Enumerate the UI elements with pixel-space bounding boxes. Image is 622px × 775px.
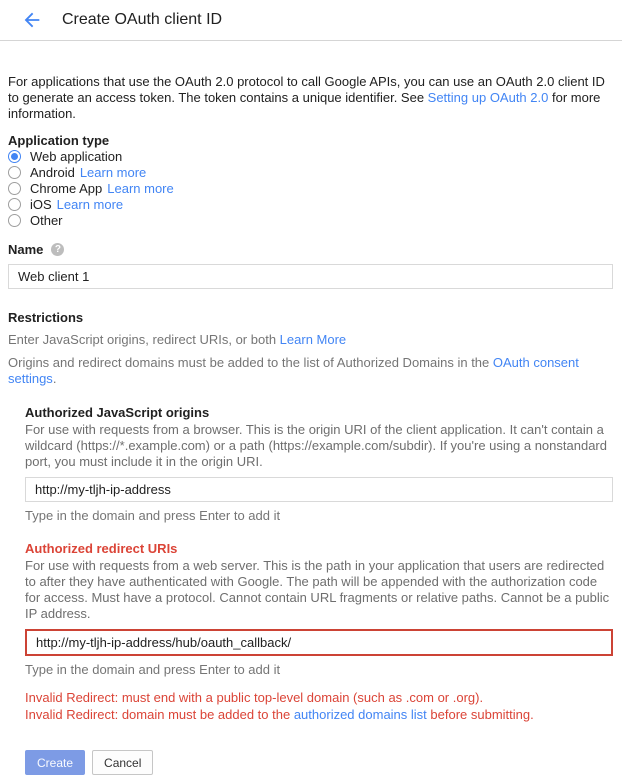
authorized-redirect-uris-section [25,541,614,677]
error2-after: before submitting. [426,707,534,722]
setting-up-oauth-link[interactable]: Setting up OAuth 2.0 [427,90,549,105]
ios-learn-more-link[interactable]: Learn more [56,196,124,212]
authorized-redirect-uris-description: For use with requests from a web server. This is the path in your application that users are redirected to after they have authenticated with Google. The path will be appended with the authorization code for access. Must have a protocol. Cannot contain URL fragments or relative paths. Cannot be a public IP address. [25,558,610,621]
android-learn-more-link[interactable]: Learn more [79,164,147,180]
authorized-redirect-uris-title: Authorized redirect URIs [25,541,178,556]
intro-text-after: for more information. [8,90,601,121]
help-icon[interactable]: ? [51,243,64,256]
restrictions-line2 [8,355,614,387]
error2-text: Invalid Redirect: domain must be added to the [25,707,294,722]
name-label: Name [8,242,44,257]
form-actions [25,750,614,775]
radio-unselected-icon[interactable] [8,214,21,227]
error1-text: Invalid Redirect: must end with a public top-level domain (such as .com or .org). [25,690,484,705]
authorized-js-origins-description: For use with requests from a browser. This is the origin URI of the client application. It can't contain a wildcard (https://*.example.com) or a path (https://example.com/subdir). If you're using a nonstandard port, you must include it in the origin URI. [25,422,607,469]
restrictions-line2-text: Origins and redirect domains must be added to the list of Authorized Domains in the [8,355,493,370]
back-arrow-icon[interactable] [20,8,44,32]
authorized-js-origins-title: Authorized JavaScript origins [25,405,210,420]
radio-ios[interactable] [8,196,614,212]
radio-selected-icon[interactable] [8,150,21,163]
oauth-consent-settings-link[interactable]: OAuth consent settings [8,355,579,386]
radio-label-web-application: Web application [30,148,123,164]
error-invalid-redirect-tld [25,689,614,706]
restrictions-title: Restrictions [8,310,84,325]
restrictions-line2-after: . [52,371,57,386]
intro-paragraph [8,74,614,122]
restrictions-line1 [8,332,614,348]
redirect-helper-text: Type in the domain and press Enter to add it [25,662,281,677]
form-content [0,74,622,775]
application-type-label: Application type [8,133,110,148]
name-input[interactable] [8,264,613,289]
restrictions-line1-text: Enter JavaScript origins, redirect URIs, or both [8,332,280,347]
radio-label-android: Android [30,164,75,180]
create-button[interactable]: Create [25,750,85,775]
radio-chrome-app[interactable] [8,180,614,196]
application-type-section [8,133,614,228]
authorized-redirect-uris-input[interactable] [25,629,613,656]
authorized-domains-list-link[interactable]: authorized domains list [293,707,427,722]
error-invalid-redirect-domain [25,706,614,723]
radio-label-other: Other [30,212,63,228]
radio-other[interactable] [8,212,614,228]
authorized-js-origins-section [25,405,614,523]
page-header [0,0,622,41]
page-title: Create OAuth client ID [62,11,223,28]
intro-text-before: For applications that use the OAuth 2.0 protocol to call Google APIs, you can use an OAuth 2.0 client ID to generate an access token. The token contains a unique identifier. See [8,74,605,105]
chrome-app-learn-more-link[interactable]: Learn more [107,180,174,196]
radio-unselected-icon[interactable] [8,166,21,179]
restrictions-section [8,310,614,387]
name-section [8,242,614,289]
radio-label-chrome-app: Chrome App [30,180,103,196]
cancel-button[interactable]: Cancel [92,750,153,775]
radio-android[interactable] [8,164,614,180]
origins-helper-text: Type in the domain and press Enter to add it [25,508,281,523]
validation-errors [25,689,614,723]
radio-unselected-icon[interactable] [8,198,21,211]
radio-label-ios: iOS [30,196,52,212]
learn-more-link[interactable]: Learn More [279,332,347,347]
authorized-js-origins-input[interactable] [25,477,613,502]
radio-web-application[interactable] [8,148,614,164]
radio-unselected-icon[interactable] [8,182,21,195]
